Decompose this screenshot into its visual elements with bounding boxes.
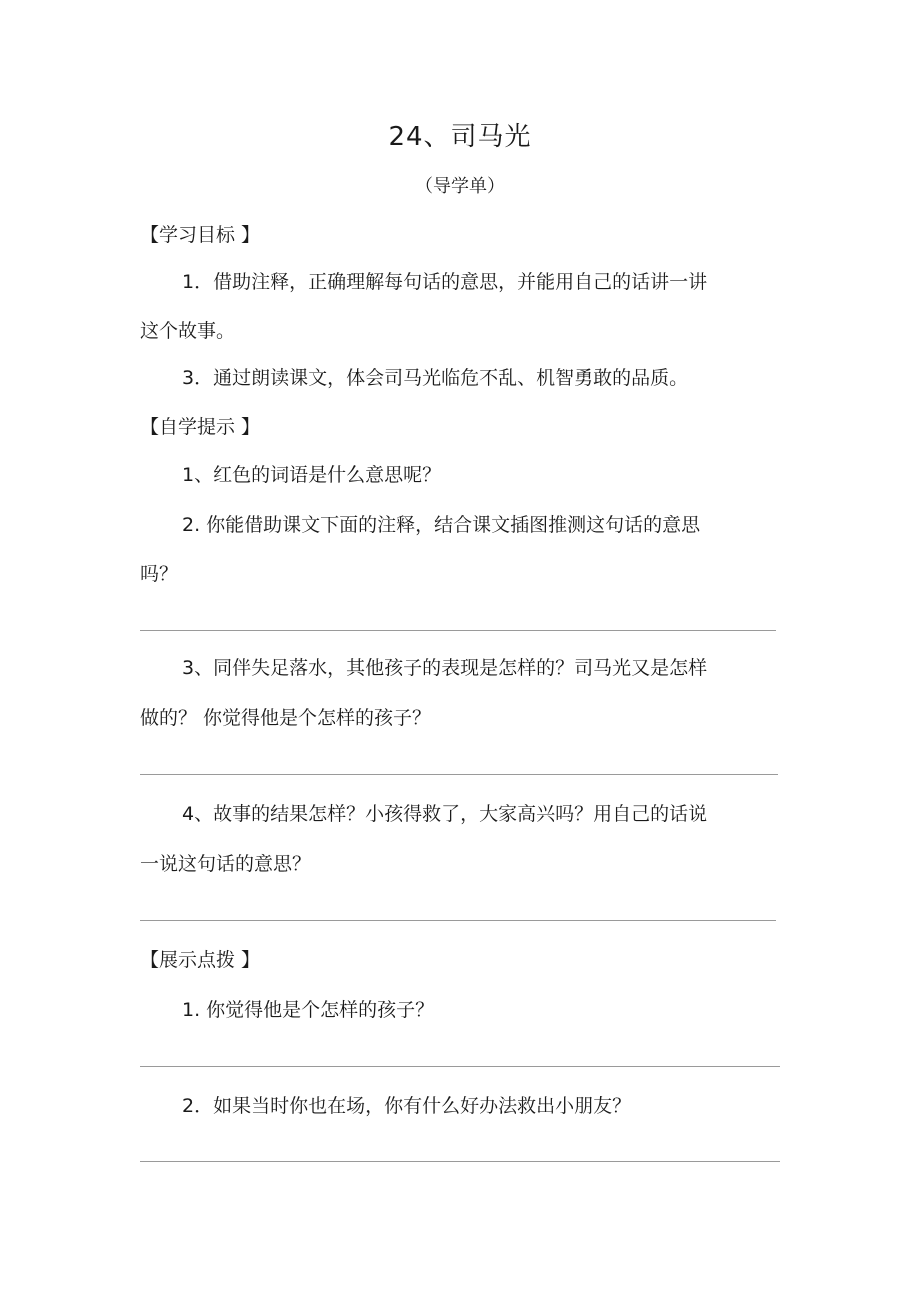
goal-item-1-line-1: 1．借助注释，正确理解每句话的意思，并能用自己的话讲一讲 [182,271,708,293]
self-study-question-1: 1、红色的词语是什么意思呢？ [182,464,442,486]
self-study-question-3-line-1: 3、同伴失足落水，其他孩子的表现是怎样的？司马光又是怎样 [182,657,708,679]
goal-item-1-line-2: 这个故事。 [140,320,236,342]
answer-line-3 [140,920,776,921]
presentation-question-2: 2．如果当时你也在场，你有什么好办法救出小朋友？ [182,1095,632,1117]
goal-item-2: 3．通过朗读课文，体会司马光临危不乱、机智勇敢的品质。 [182,367,689,389]
self-study-question-3-line-2: 做的？ 你觉得他是个怎样的孩子？ [140,707,432,729]
answer-line-4 [140,1066,780,1067]
document-title: 24、司马光 [388,122,532,152]
self-study-question-2-line-2: 吗？ [140,563,179,585]
presentation-heading: 【展示点拨 】 [140,949,261,971]
answer-line-1 [140,630,776,631]
self-study-question-4-line-1: 4、故事的结果怎样？小孩得救了，大家高兴吗？用自己的话说 [182,803,708,825]
answer-line-2 [140,774,778,775]
self-study-question-2-line-1: 2. 你能借助课文下面的注释，结合课文插图推测这句话的意思 [182,514,701,536]
self-study-question-4-line-2: 一说这句话的意思？ [140,853,312,875]
self-study-heading: 【自学提示 】 [140,416,261,438]
goals-heading: 【学习目标 】 [140,224,261,246]
answer-line-5 [140,1161,780,1162]
document-subtitle: （导学单） [415,176,505,197]
presentation-question-1: 1. 你觉得他是个怎样的孩子？ [182,999,435,1021]
